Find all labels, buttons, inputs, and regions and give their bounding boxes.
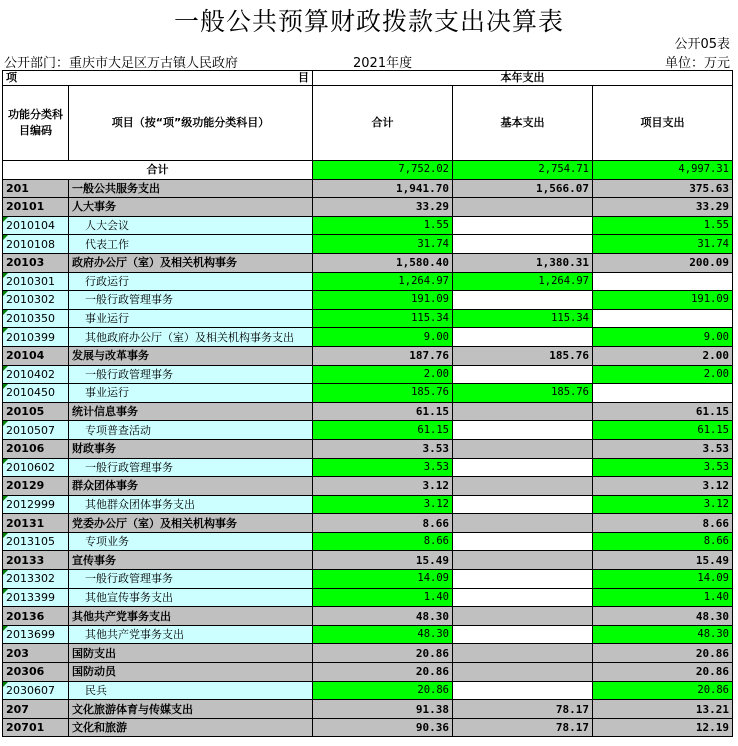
row-total: 187.76 [313,346,453,365]
row-name: 群众团体事务 [69,477,313,496]
row-basic [453,663,593,682]
row-total: 61.15 [313,402,453,421]
table-row [3,384,733,403]
table-row [3,272,733,291]
table-row [3,402,733,421]
row-total: 3.53 [313,439,453,458]
row-code: 2010301 [3,272,69,291]
row-name: 民兵 [69,681,313,700]
header-basic: 基本支出 [453,86,593,161]
table-row [3,718,733,737]
row-total: 20.86 [313,663,453,682]
row-total: 9.00 [313,328,453,347]
row-total: 48.30 [313,625,453,644]
row-project: 12.19 [593,718,733,737]
row-total: 90.36 [313,718,453,737]
table-row [3,700,733,719]
row-name: 其他共产党事务支出 [69,625,313,644]
row-project: 3.12 [593,477,733,496]
table-row [3,198,733,217]
row-basic [453,402,593,421]
row-basic [453,458,593,477]
row-basic: 185.76 [453,384,593,403]
header-current-year: 本年支出 [313,71,733,86]
row-name: 事业运行 [69,309,313,328]
row-total: 2.00 [313,365,453,384]
total-amount: 7,752.02 [313,161,453,180]
row-total: 91.38 [313,700,453,719]
table-row [3,495,733,514]
row-name: 政府办公厅（室）及相关机构事务 [69,253,313,272]
row-project: 31.74 [593,235,733,254]
table-row [3,477,733,496]
row-code: 20701 [3,718,69,737]
row-basic [453,235,593,254]
row-basic [453,625,593,644]
row-total: 3.12 [313,477,453,496]
form-number: 公开05表 [674,37,730,52]
table-row [3,514,733,533]
row-code: 2010450 [3,384,69,403]
row-total: 3.12 [313,495,453,514]
row-code: 20106 [3,439,69,458]
row-project: 61.15 [593,421,733,440]
table-row [3,328,733,347]
row-basic: 1,380.31 [453,253,593,272]
table-row [3,663,733,682]
header-row-main [3,86,733,161]
row-name: 党委办公厅（室）及相关机构事务 [69,514,313,533]
row-project: 13.21 [593,700,733,719]
row-name: 文化和旅游 [69,718,313,737]
fiscal-year: 2021年度 [353,56,413,71]
row-project [593,272,733,291]
row-code: 2010108 [3,235,69,254]
row-total: 33.29 [313,198,453,217]
row-basic: 115.34 [453,309,593,328]
row-basic [453,644,593,663]
row-total: 8.66 [313,514,453,533]
row-code: 2010302 [3,291,69,310]
row-code: 201 [3,179,69,198]
row-name: 其他宣传事务支出 [69,588,313,607]
row-basic [453,607,593,626]
row-project: 20.86 [593,681,733,700]
row-total: 48.30 [313,607,453,626]
table-row [3,309,733,328]
row-project: 1.40 [593,588,733,607]
row-code: 2013699 [3,625,69,644]
header-row-top [3,71,733,86]
table-row [3,421,733,440]
table-row [3,607,733,626]
row-code: 2010602 [3,458,69,477]
table-row [3,235,733,254]
table-row [3,458,733,477]
table-row [3,365,733,384]
row-name: 人大会议 [69,216,313,235]
table-row [3,551,733,570]
row-basic [453,514,593,533]
row-project: 375.63 [593,179,733,198]
header-item-right: 目 [69,71,313,86]
row-name: 其他群众团体事务支出 [69,495,313,514]
row-name: 一般行政管理事务 [69,570,313,589]
row-name: 事业运行 [69,384,313,403]
row-project: 33.29 [593,198,733,217]
total-label: 合计 [3,161,313,180]
row-basic [453,588,593,607]
row-basic [453,421,593,440]
row-name: 发展与改革事务 [69,346,313,365]
row-project: 2.00 [593,365,733,384]
table-row [3,216,733,235]
row-project: 3.53 [593,439,733,458]
header-total: 合计 [313,86,453,161]
row-project: 20.86 [593,663,733,682]
row-code: 2030607 [3,681,69,700]
row-total: 115.34 [313,309,453,328]
row-basic [453,495,593,514]
row-project: 8.66 [593,532,733,551]
table-row [3,179,733,198]
row-name: 文化旅游体育与传媒支出 [69,700,313,719]
row-project: 191.09 [593,291,733,310]
row-project [593,384,733,403]
table-row [3,681,733,700]
row-code: 2010399 [3,328,69,347]
row-total: 1,941.70 [313,179,453,198]
row-project: 15.49 [593,551,733,570]
department-label: 公开部门：重庆市大足区万古镇人民政府 [4,56,239,71]
header-code: 功能分类科目编码 [3,86,69,161]
row-project: 3.12 [593,495,733,514]
row-total: 1,264.97 [313,272,453,291]
row-name: 一般行政管理事务 [69,365,313,384]
row-total: 1.40 [313,588,453,607]
row-basic: 78.17 [453,700,593,719]
row-basic [453,439,593,458]
row-project: 20.86 [593,644,733,663]
row-name: 专项普查活动 [69,421,313,440]
table-row [3,644,733,663]
row-code: 2012999 [3,495,69,514]
row-code: 20131 [3,514,69,533]
row-code: 20133 [3,551,69,570]
table-row [3,253,733,272]
row-name: 人大事务 [69,198,313,217]
row-total: 14.09 [313,570,453,589]
row-code: 2013302 [3,570,69,589]
table-row [3,291,733,310]
row-total: 61.15 [313,421,453,440]
unit-label: 单位：万元 [664,56,730,71]
row-total: 8.66 [313,532,453,551]
row-name: 其他政府办公厅（室）及相关机构事务支出 [69,328,313,347]
row-name: 代表工作 [69,235,313,254]
row-total: 3.53 [313,458,453,477]
row-basic: 1,264.97 [453,272,593,291]
row-code: 2013105 [3,532,69,551]
row-basic [453,216,593,235]
table-row [3,588,733,607]
header-item-left: 项 [3,71,69,86]
row-name: 一般公共服务支出 [69,179,313,198]
row-project: 2.00 [593,346,733,365]
row-basic [453,198,593,217]
row-basic [453,570,593,589]
table-row [3,532,733,551]
row-name: 专项业务 [69,532,313,551]
row-total: 1,580.40 [313,253,453,272]
row-basic [453,365,593,384]
row-code: 20105 [3,402,69,421]
row-project: 14.09 [593,570,733,589]
row-basic [453,532,593,551]
row-basic [453,681,593,700]
row-code: 2013399 [3,588,69,607]
table-row [3,570,733,589]
row-code: 2010402 [3,365,69,384]
row-code: 20104 [3,346,69,365]
row-basic [453,551,593,570]
row-project: 9.00 [593,328,733,347]
row-code: 2010507 [3,421,69,440]
row-code: 20101 [3,198,69,217]
row-total: 15.49 [313,551,453,570]
row-total: 31.74 [313,235,453,254]
row-project: 8.66 [593,514,733,533]
table-row [3,439,733,458]
row-total: 191.09 [313,291,453,310]
total-basic: 2,754.71 [453,161,593,180]
row-code: 20306 [3,663,69,682]
row-name: 财政事务 [69,439,313,458]
row-code: 2010350 [3,309,69,328]
total-project: 4,997.31 [593,161,733,180]
table-row [3,625,733,644]
row-name: 其他共产党事务支出 [69,607,313,626]
row-code: 20136 [3,607,69,626]
header-name: 项目（按“项”级功能分类科目） [69,86,313,161]
row-basic: 1,566.07 [453,179,593,198]
row-total: 20.86 [313,644,453,663]
row-total: 185.76 [313,384,453,403]
row-name: 行政运行 [69,272,313,291]
row-code: 20129 [3,477,69,496]
row-basic [453,328,593,347]
row-name: 一般行政管理事务 [69,291,313,310]
total-row [3,161,733,180]
row-project: 48.30 [593,607,733,626]
row-code: 20103 [3,253,69,272]
row-project: 1.55 [593,216,733,235]
row-code: 203 [3,644,69,663]
row-total: 1.55 [313,216,453,235]
row-project: 61.15 [593,402,733,421]
row-name: 国防动员 [69,663,313,682]
row-name: 一般行政管理事务 [69,458,313,477]
row-project: 3.53 [593,458,733,477]
row-name: 宣传事务 [69,551,313,570]
row-basic [453,477,593,496]
row-basic: 185.76 [453,346,593,365]
row-project: 48.30 [593,625,733,644]
table-row [3,346,733,365]
report-title: 一般公共预算财政拨款支出决算表 [173,7,564,36]
header-project: 项目支出 [593,86,733,161]
row-code: 207 [3,700,69,719]
row-project: 200.09 [593,253,733,272]
row-code: 2010104 [3,216,69,235]
row-name: 统计信息事务 [69,402,313,421]
budget-table [2,70,733,737]
row-project [593,309,733,328]
row-name: 国防支出 [69,644,313,663]
row-basic [453,291,593,310]
row-total: 20.86 [313,681,453,700]
row-basic: 78.17 [453,718,593,737]
